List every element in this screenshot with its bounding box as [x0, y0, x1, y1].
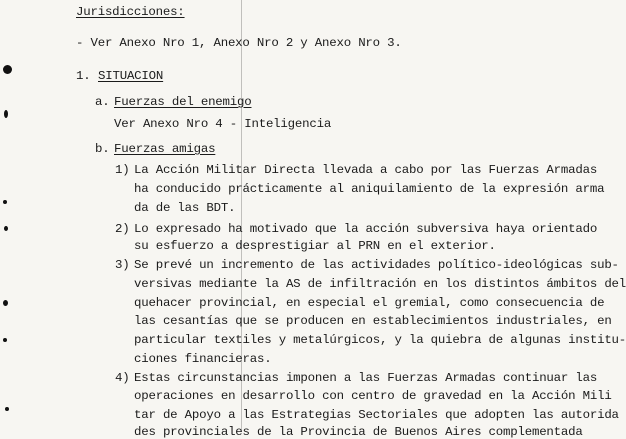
subsection-a-marker: a.	[95, 95, 110, 109]
list-item-line: operaciones en desarrollo con centro de gravedad en la Acción Mili	[134, 389, 612, 403]
jurisdicciones-heading: Jurisdicciones:	[76, 5, 185, 19]
scan-speck	[3, 300, 8, 306]
list-item-line: da de las BDT.	[134, 201, 236, 215]
list-item-line: des provinciales de la Provincia de Buenos Aires complementada	[134, 425, 583, 439]
scan-speck	[4, 226, 8, 231]
section-title: SITUACION	[98, 69, 164, 83]
scan-speck	[3, 65, 12, 74]
scan-speck	[4, 110, 8, 118]
scan-speck	[5, 407, 9, 411]
subsection-b-title: Fuerzas amigas	[114, 142, 216, 156]
scan-speck	[3, 200, 7, 204]
list-item-line: tar de Apoyo a las Estrategias Sectoriales que adopten las autorida	[134, 408, 619, 422]
list-item-line: La Acción Militar Directa llevada a cabo por las Fuerzas Armadas	[134, 163, 598, 177]
list-item-line: ciones financieras.	[134, 352, 272, 366]
jurisdicciones-item: - Ver Anexo Nro 1, Anexo Nro 2 y Anexo Nro 3.	[76, 36, 402, 50]
list-item-line: su esfuerzo a desprestigiar al PRN en el exterior.	[134, 239, 496, 253]
list-item-line: quehacer provincial, en especial el gremial, como consecuencia de	[134, 296, 605, 310]
list-item-line: ha conducido prácticamente al aniquilamiento de la expresión arma	[134, 182, 605, 196]
list-item-line: las cesantías que se producen en establecimientos industriales, en	[134, 314, 612, 328]
list-item-marker: 3)	[115, 258, 130, 272]
list-item-marker: 1)	[115, 163, 130, 177]
subsection-b-marker: b.	[95, 142, 110, 156]
scan-speck	[3, 338, 7, 342]
list-item-line: Lo expresado ha motivado que la acción subversiva haya orientado	[134, 222, 598, 236]
list-item-line: Estas circunstancias imponen a las Fuerzas Armadas continuar las	[134, 371, 598, 385]
subsection-a-title: Fuerzas del enemigo	[114, 95, 252, 109]
list-item-line: particular textiles y metalúrgicos, y la quiebra de algunas institu-	[134, 333, 626, 347]
subsection-a-text: Ver Anexo Nro 4 - Inteligencia	[114, 117, 332, 131]
list-item-line: versivas mediante la AS de infiltración en los distintos ámbitos del	[134, 277, 626, 291]
section-number: 1.	[76, 69, 91, 83]
list-item-line: Se prevé un incremento de las actividades político-ideológicas sub-	[134, 258, 619, 272]
list-item-marker: 2)	[115, 222, 130, 236]
list-item-marker: 4)	[115, 371, 130, 385]
